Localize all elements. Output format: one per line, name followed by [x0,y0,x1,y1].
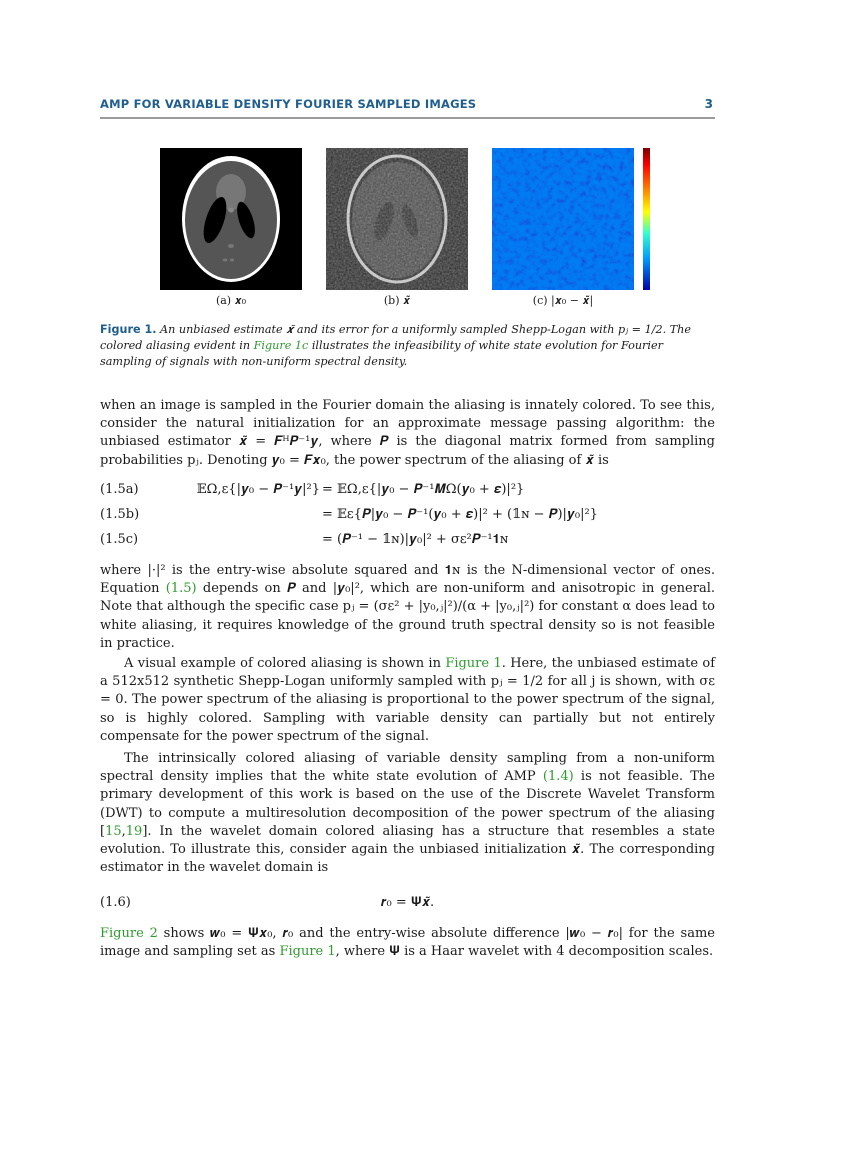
error-heatmap-image [492,148,634,290]
equation-1-5b [100,507,715,525]
figure-panel-b-estimate [326,148,468,290]
figure-panel-c-error-map [492,148,634,290]
equation-number: (1.5c) [100,532,139,547]
subcaption-c: (c) |𝒙₀ − 𝒙̃| [532,294,594,307]
page-number: 3 [704,97,713,111]
shepp-logan-phantom-image [160,148,302,290]
figure-panel-a-phantom [160,148,302,290]
equation-rhs: = 𝔼Ω,ε{|𝒚₀ − 𝑷⁻¹𝑴Ω(𝒚₀ + 𝜺)|²} [322,482,525,497]
unbiased-estimate-image [326,148,468,290]
paragraph-aliasing [100,562,715,653]
equation-1-5a [100,482,715,500]
paragraph-text: ]. In the wavelet domain colored aliasing has a structure that resembles a state evolution. To illustrate this, consider again the unbiased initialization 𝒙̃. The corresponding estimator in the wavelet domain is [100,823,715,876]
paragraph-text: is not feasible. The primary development of this work is based on the use of the Discrete Wavelet Transform (DWT) to compute a multiresolution decomposition of the power spectrum of the aliasing [ [100,769,715,839]
citation-19-link[interactable]: 19 [125,823,143,839]
equation-number: (1.5b) [100,507,140,522]
paragraph-text: . Here, the unbiased estimate of a 512x512 synthetic Shepp-Logan uniformly sampled with pⱼ = 1/2 for all j is shown, with σε = 0. The power spectrum of the aliasing is proportional to the power spectrum of the signal, so is highly colored. Sampling with variable density can partially but not entirely compensate for the power spectrum of the signal. [100,656,716,744]
equation-rhs: = 𝔼ε{𝑷|𝒚₀ − 𝑷⁻¹(𝒚₀ + 𝜺)|² + (𝟙ɴ − 𝑷)|𝒚₀|²} [322,507,598,522]
paragraph-visual-example [100,655,715,746]
equation-1-4-link[interactable]: (1.4) [542,769,574,785]
equation-rhs: = (𝑷⁻¹ − 𝟙ɴ)|𝒚₀|² + σε²𝑷⁻¹𝟏ɴ [322,532,509,547]
equation-body: 𝒓₀ = 𝚿𝒙̃. [380,895,435,910]
figure-2-link[interactable]: Figure 2 [100,926,158,941]
equation-1-5-link[interactable]: (1.5) [165,581,197,597]
figure-1c-link[interactable]: Figure 1c [253,339,309,352]
equation-1-5c [100,532,715,550]
citation-15-link[interactable]: 15 [105,823,122,839]
subcaption-a: (a) 𝒙₀ [215,294,247,307]
figure-1-link[interactable]: Figure 1 [445,656,502,671]
paragraph-figure-2 [100,925,715,961]
figure-caption-label: Figure 1. [100,323,157,336]
paragraph-text: shows 𝒘₀ = 𝚿𝒙₀, 𝒓₀ and the entry-wise absolute difference |𝒘₀ − 𝒓₀| for the same image and sampling set as [100,926,715,960]
paragraph-intro: when an image is sampled in the Fourier domain the aliasing is innately colored. To see this, consider the natural initialization for an approximate message passing algorithm: the unbiased estimator 𝒙̃ = 𝑭ᴴ𝑷⁻¹𝒚, where 𝑷 is the diagonal matrix formed from sampling probabilities pⱼ. Denoting 𝒚₀ = 𝑭𝒙₀, the power spectrum of the aliasing of 𝒙̃ is [100,398,715,468]
paragraph-dwt [100,750,715,877]
paragraph-text: The intrinsically colored aliasing of variable density sampling from a non-uniform spectral density implies that the white state evolution of AMP [100,751,715,785]
figure-caption-text: An unbiased estimate 𝒙̃ and its error for a uniformly sampled Shepp-Logan with pⱼ = 1/2. The colored aliasing evident in [100,323,691,352]
equation-number: (1.6) [100,895,131,910]
equation-number: (1.5a) [100,482,139,497]
equation-lhs: 𝔼Ω,ε{|𝒚₀ − 𝑷⁻¹𝒚|²} [196,482,320,497]
paragraph-text: depends on 𝑷 and |𝒚₀|², which are non-uniform and anisotropic in general. Note that although the specific case pⱼ = (σε² + |y₀,ⱼ|²)/(α + |y₀,ⱼ|²) for constant α does lead to white aliasing, it requires knowledge of the ground truth spectral density so is not feasible in practice. [100,581,715,651]
paragraph-text: A visual example of colored aliasing is shown in [124,656,446,671]
figure-1-link[interactable]: Figure 1 [279,944,336,960]
colorbar [643,148,650,290]
paragraph-text: , where 𝚿 is a Haar wavelet with 4 decomposition scales. [335,944,714,960]
running-header [100,97,715,119]
paragraph-text: where |·|² is the entry-wise absolute squared and 𝟏ɴ is the N-dimensional vector of ones. Equation [100,563,715,597]
equation-1-6 [100,895,715,913]
running-title: AMP FOR VARIABLE DENSITY FOURIER SAMPLED IMAGES [100,97,477,111]
figure-caption [100,322,715,370]
subcaption-b: (b) 𝒙̃ [383,294,411,307]
figure-caption-text-end: illustrates the infeasibility of white state evolution for Fourier sampling of signals with non-uniform spectral density. [100,339,663,368]
paragraph-text: , [121,823,126,839]
